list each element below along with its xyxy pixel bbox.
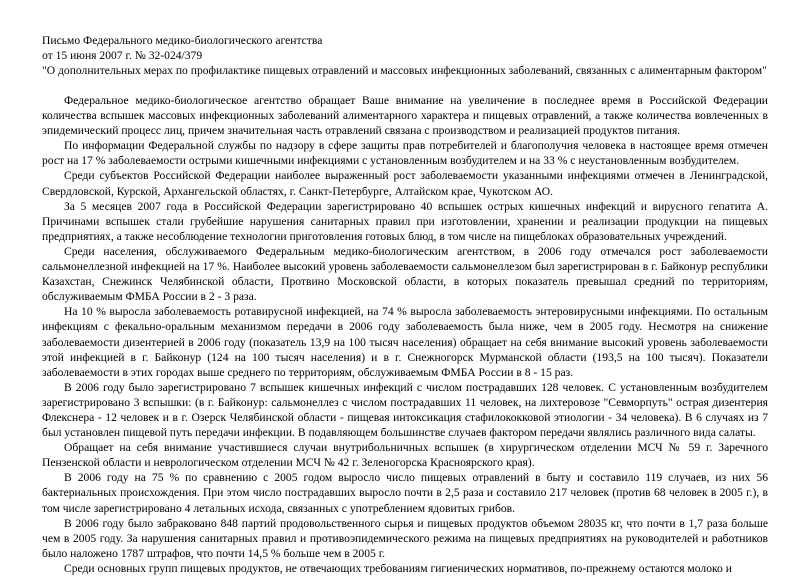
- body-paragraph: Федеральное медико-биологическое агентство обращает Ваше внимание на увеличение в последнее время в Российской Федерации количества вспышек массовых инфекционных заболеваний алиментарного характера и пищевых отравлений, а также количества вовлеченных в эпидемический процесс лиц, причем значительная часть отравлений связана с производством и реализацией продуктов питания.: [42, 94, 768, 138]
- body-paragraph: На 10 % выросла заболеваемость ротавирусной инфекцией, на 74 % выросла заболеваемость энтеровирусными инфекциями. По остальным инфекциям с фекально-оральным механизмом передачи в 2006 году заболеваемость была ниже, чем в 2005 году. Несмотря на снижение заболеваемости дизентерией в 2006 году (показатель 13,9 на 100 тысяч населения) обращает на себя внимание высокий уровень заболеваемости этой инфекцией в г. Байконур (124 на 100 тысяч населения) и в г. Снежногорск Мурманской области (193,5 на 100 тысяч). Показатели заболеваемости в этих городах выше среднего по территориям, обслуживаемым ФМБА России в 8 - 15 раз.: [42, 305, 768, 379]
- letter-issuer: Письмо Федерального медико-биологического агентства: [42, 34, 323, 47]
- body-paragraph: Среди основных групп пищевых продуктов, не отвечающих требованиям гигиенических нормативов, по-прежнему остаются молоко и: [64, 561, 732, 575]
- body-paragraph: Обращает на себя внимание участившиеся случаи внутрибольничных вспышек (в хирургическом отделении МСЧ № 59 г. Заречного Пензенской области и неврологическом отделении МСЧ № 42 г. Зеленогорска Красноярского края).: [42, 441, 768, 470]
- letter-header: [42, 33, 768, 78]
- letter-body: [42, 93, 768, 576]
- document-page: [42, 33, 768, 576]
- body-paragraph: В 2006 году на 75 % по сравнению с 2005 годом выросло число пищевых отравлений в быту и составило 119 случаев, из них 56 бактериальных происхождения. При этом число пострадавших выросло почти в 2,5 раза и составило 217 человек (против 68 человек в 2005 г.), в том числе зарегистрировано 4 летальных исхода, связанных с употреблением ядовитых грибов.: [42, 471, 768, 515]
- body-paragraph: В 2006 году было забраковано 848 партий продовольственного сырья и пищевых продуктов объемом 28035 кг, что почти в 1,7 раза больше чем в 2005 году. За нарушения санитарных правил и противоэпидемического режима на пищевых предприятиях на руководителей и работников было наложено 1787 штрафов, что почти 14,5 % больше чем в 2005 г.: [42, 516, 768, 560]
- letter-title: "О дополнительных мерах по профилактике пищевых отравлений и массовых инфекционных заболеваний, связанных с алиментарным фактором": [42, 64, 767, 77]
- body-paragraph: В 2006 году было зарегистрировано 7 вспышек кишечных инфекций с числом пострадавших 128 человек. С установленным возбудителем зарегистрировано 3 вспышки: (в г. Байконур: сальмонеллез с числом пострадавших 11 человек, на лихтеровозе "Севморпуть" острая дизентерия Флекснера - 12 человек и в г. Озерск Челябинской области - пищевая интоксикация стафилококковой этиологии - 34 человека). В 6 случаях из 7 был установлен пищевой путь передачи инфекции. В подавляющем большинстве случаев фактором передачи являлись различного вида салаты.: [42, 380, 768, 440]
- body-paragraph: Среди субъектов Российской Федерации наиболее выраженный рост заболеваемости указанными инфекциями отмечен в Ленинградской, Свердловской, Курской, Архангельской областях, г. Санкт-Петербурге, Алтайском крае, Чукотском АО.: [42, 169, 768, 198]
- body-paragraph: По информации Федеральной службы по надзору в сфере защиты прав потребителей и благополучия человека в настоящее время отмечен рост на 17 % заболеваемости острыми кишечными инфекциями с установленным возбудителем и на 33 % с неустановленным возбудителем.: [42, 139, 768, 168]
- body-paragraph: За 5 месяцев 2007 года в Российской Федерации зарегистрировано 40 вспышек острых кишечных инфекций и вирусного гепатита А. Причинами вспышек стали грубейшие нарушения санитарных правил при изготовлении, хранении и реализации продукции на пищевых предприятиях, а также несоблюдение технологии приготовления готовых блюд, в том числе на пищеблоках образовательных учреждений.: [42, 199, 768, 243]
- letter-date-number: от 15 июня 2007 г. № 32-024/379: [42, 49, 203, 62]
- body-paragraph: Среди населения, обслуживаемого Федеральным медико-биологическим агентством, в 2006 году отмечался рост заболеваемости сальмонеллезной инфекцией на 17 %. Наиболее высокий уровень заболеваемости сальмонеллезом был зарегистрирован в г. Байконур республики Казахстан, Снежинск Челябинской области, Протвино Московской области, в которых показатель превышал средний по территориям, обслуживаемым ФМБА России в 2 - 3 раза.: [42, 244, 768, 304]
